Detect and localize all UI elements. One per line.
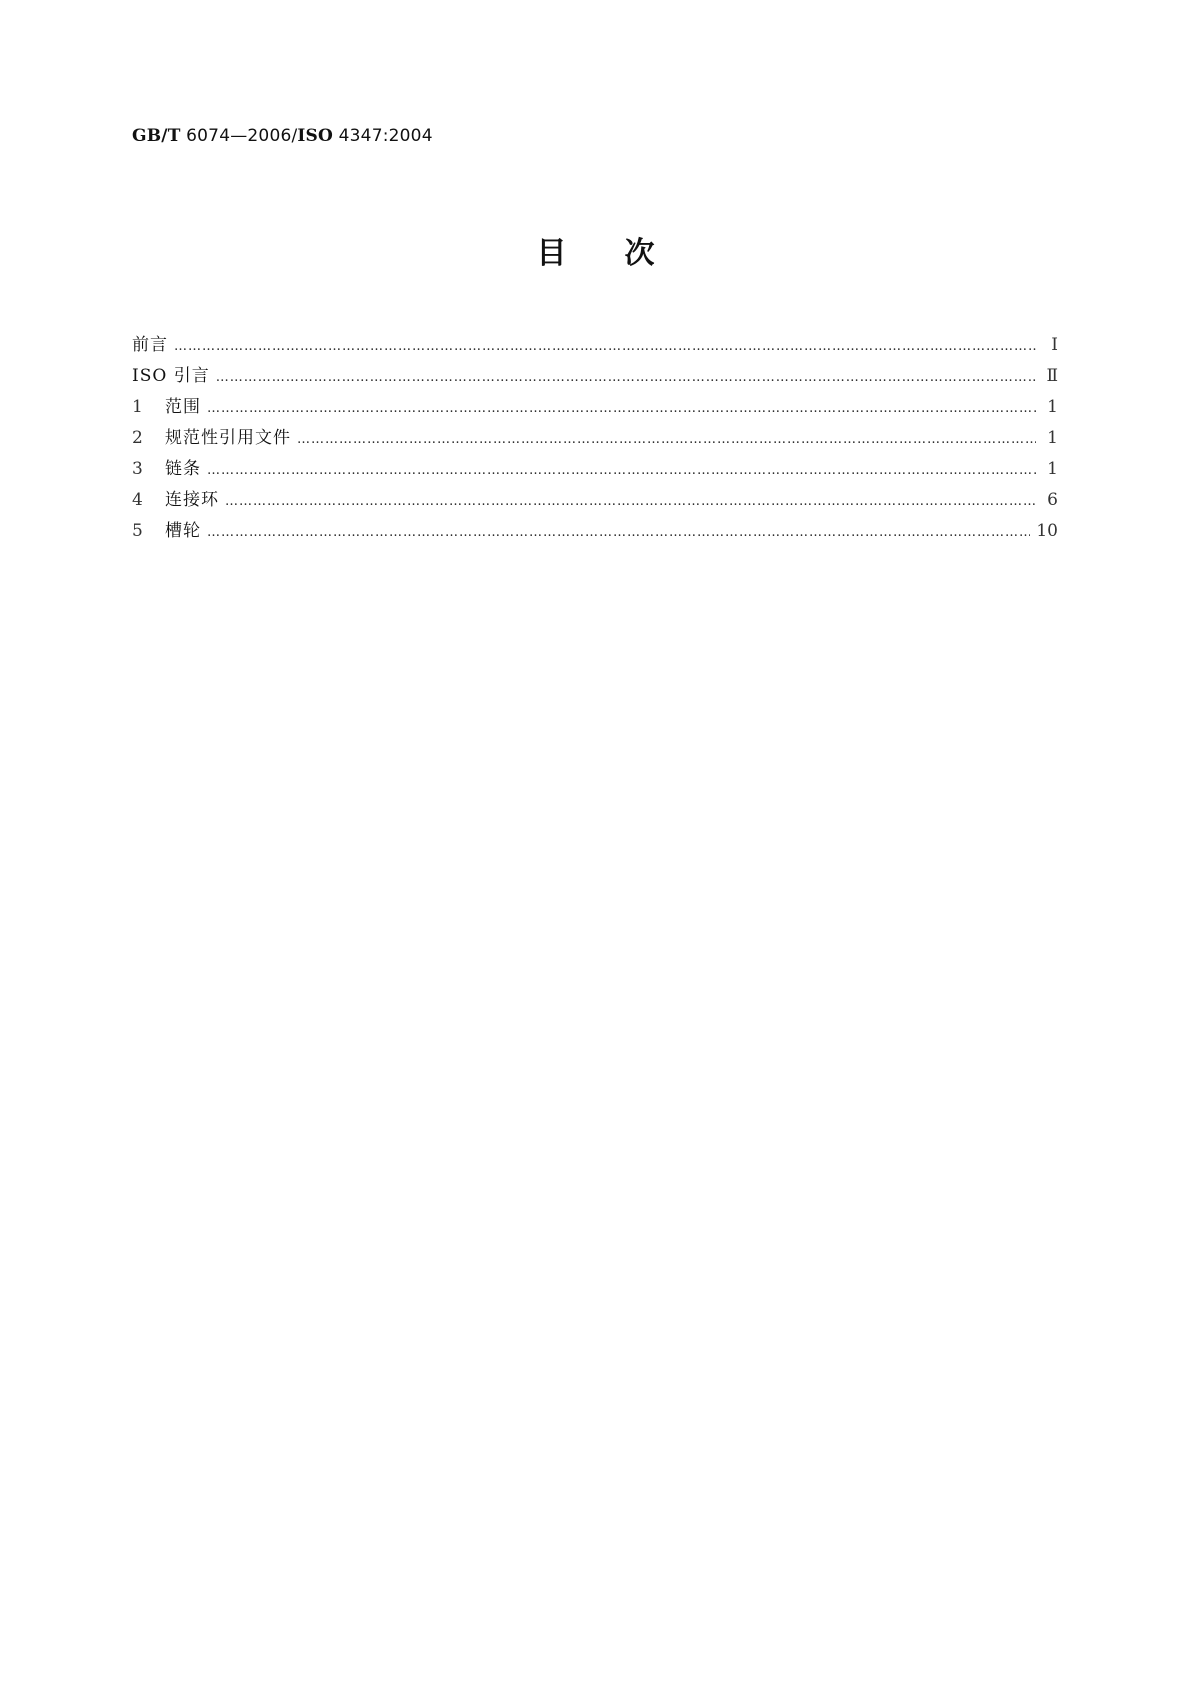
toc-dot-leader bbox=[207, 525, 1030, 540]
toc-entry-number: 2 bbox=[132, 428, 143, 448]
iso-number: 4347:2004 bbox=[333, 126, 433, 146]
toc-dot-leader bbox=[297, 432, 1036, 447]
toc-entry-scope[interactable] bbox=[132, 392, 1058, 423]
toc-entry-label: 范围 bbox=[165, 397, 201, 417]
std-number: 6074—2006/ bbox=[180, 126, 298, 146]
toc-entry-page: 10 bbox=[1036, 521, 1058, 541]
toc-entry-label: 连接环 bbox=[165, 490, 219, 510]
toc-entry-page: 1 bbox=[1047, 459, 1058, 479]
toc-dot-leader bbox=[207, 401, 1036, 416]
toc-entry-foreword[interactable] bbox=[132, 330, 1058, 361]
toc-dot-leader bbox=[225, 494, 1036, 509]
iso-prefix: ISO bbox=[297, 126, 334, 146]
toc-entry-page: 6 bbox=[1047, 490, 1058, 510]
toc-entry-label: 槽轮 bbox=[165, 521, 201, 541]
toc-entry-label: 规范性引用文件 bbox=[165, 428, 291, 448]
toc-entry-label: 链条 bbox=[165, 459, 201, 479]
toc-entry-number: 1 bbox=[132, 397, 143, 417]
toc-entry-iso-introduction[interactable] bbox=[132, 361, 1058, 392]
standard-header bbox=[132, 126, 433, 146]
toc-entry-page: Ⅰ bbox=[1051, 335, 1058, 355]
page-title: 目次 bbox=[536, 236, 713, 271]
toc-entry-page: 1 bbox=[1047, 397, 1058, 417]
toc-entry-normative-references[interactable] bbox=[132, 423, 1058, 454]
toc-entry-chains[interactable] bbox=[132, 454, 1058, 485]
toc-entry-page: 1 bbox=[1047, 428, 1058, 448]
toc-entry-page: Ⅱ bbox=[1046, 366, 1058, 386]
toc-entry-number: 5 bbox=[132, 521, 143, 541]
toc-entry-number: 4 bbox=[132, 490, 143, 510]
table-of-contents bbox=[132, 330, 1058, 547]
toc-entry-label: 前言 bbox=[132, 335, 168, 355]
toc-entry-number: 3 bbox=[132, 459, 143, 479]
std-prefix: GB/T bbox=[132, 126, 181, 146]
toc-entry-sheaves[interactable] bbox=[132, 516, 1058, 547]
toc-entry-label: ISO 引言 bbox=[132, 366, 210, 386]
toc-dot-leader bbox=[207, 463, 1036, 478]
toc-entry-connecting-links[interactable] bbox=[132, 485, 1058, 516]
toc-dot-leader bbox=[216, 370, 1036, 385]
toc-dot-leader bbox=[174, 339, 1036, 354]
